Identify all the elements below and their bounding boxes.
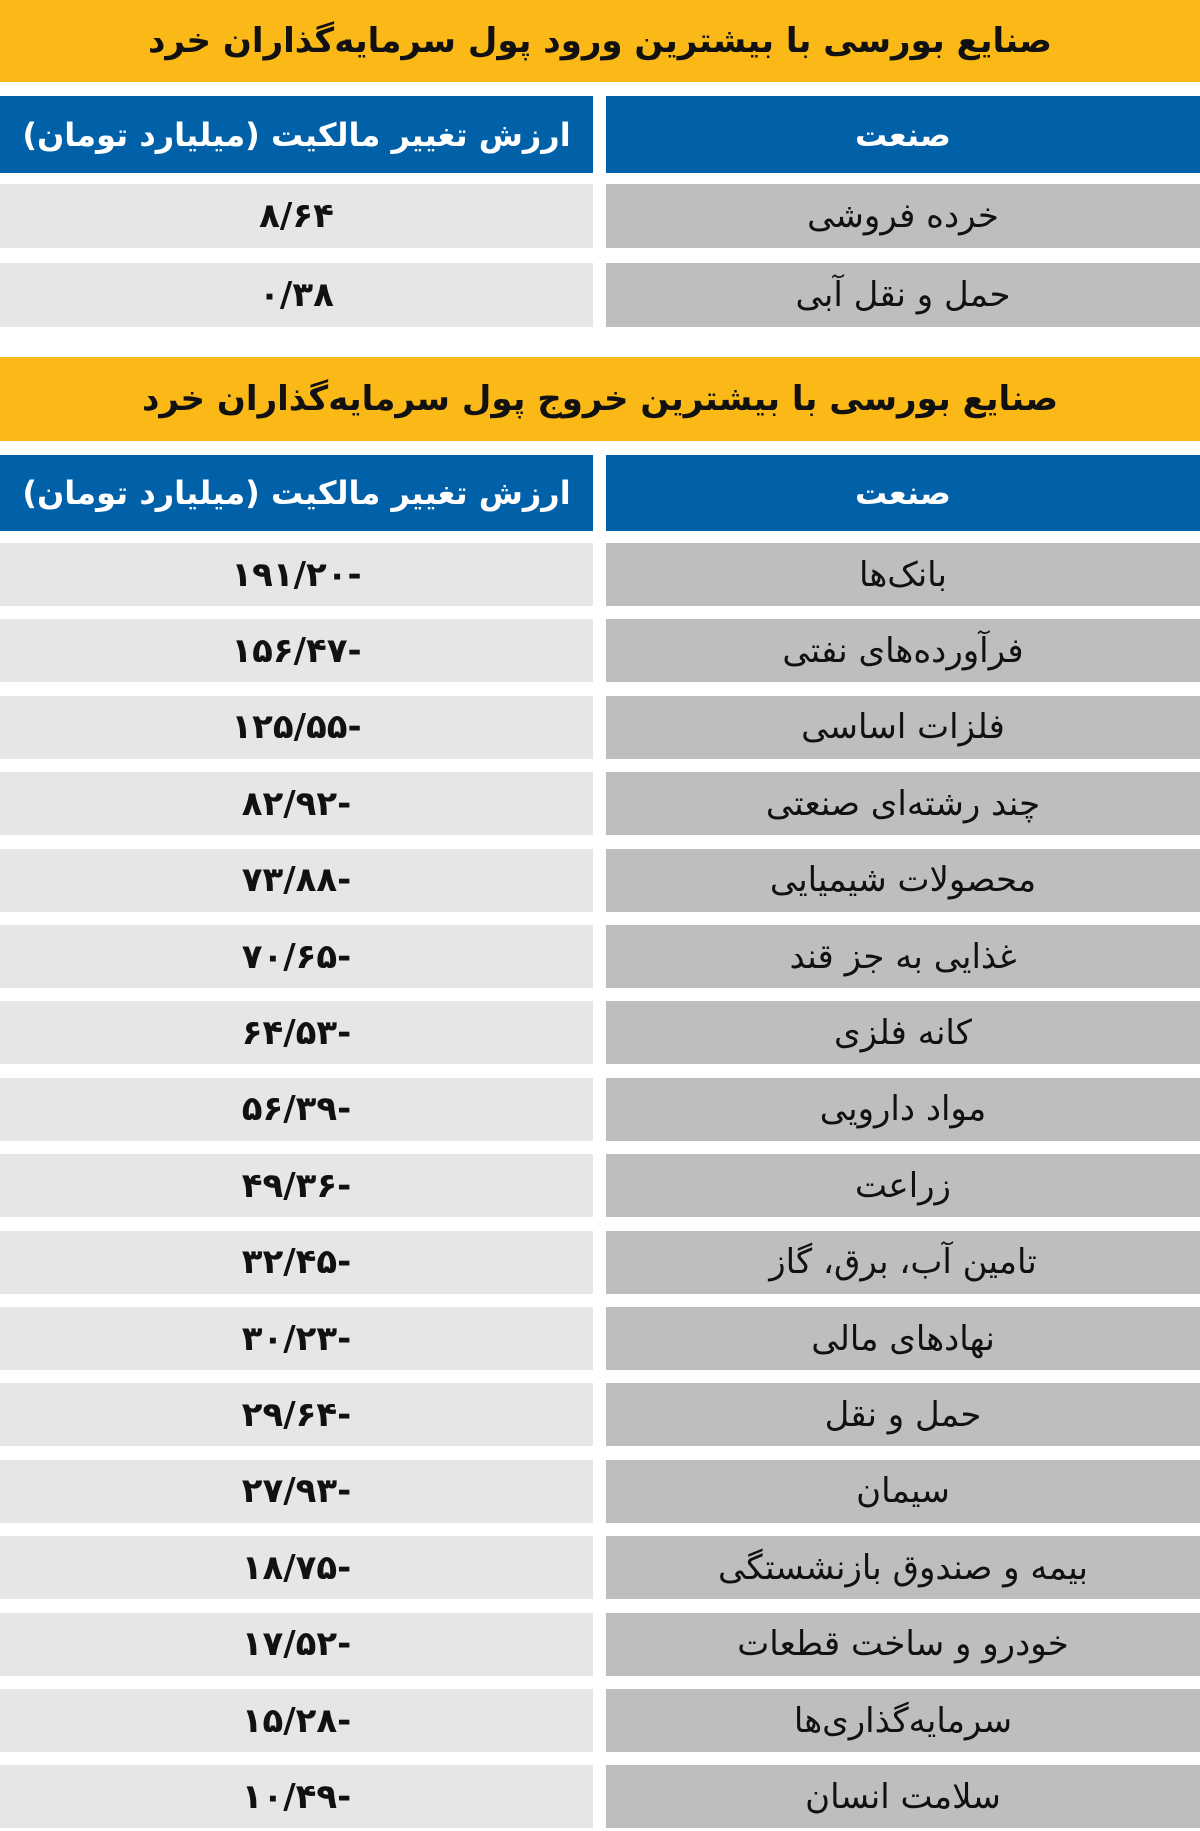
value-cell: -۳۰/۲۳ (0, 1307, 593, 1370)
industry-cell: فرآورده‌های نفتی (606, 619, 1200, 682)
industry-cell: زراعت (606, 1154, 1200, 1217)
table-row (0, 1383, 1200, 1446)
industry-cell: سلامت انسان (606, 1765, 1200, 1828)
value-cell: -۴۹/۳۶ (0, 1154, 593, 1217)
industry-cell: فلزات اساسی (606, 696, 1200, 759)
table-row (0, 543, 1200, 606)
inflow-title: صنایع بورسی با بیشترین ورود پول سرمایه‌گذاران خرد (0, 0, 1200, 82)
inflow-header-row (0, 96, 1200, 173)
industry-cell: غذایی به جز قند (606, 925, 1200, 988)
table-row (0, 1078, 1200, 1141)
table-row (0, 1613, 1200, 1676)
industry-cell: کانه فلزی (606, 1001, 1200, 1064)
table-row (0, 772, 1200, 835)
outflow-header-row (0, 455, 1200, 531)
table-row (0, 1001, 1200, 1064)
table-row (0, 696, 1200, 759)
table-row (0, 849, 1200, 912)
industry-cell: چند رشته‌ای صنعتی (606, 772, 1200, 835)
table-row (0, 1154, 1200, 1217)
table-row (0, 1231, 1200, 1294)
outflow-header-industry: صنعت (606, 455, 1200, 531)
value-cell: -۷۰/۶۵ (0, 925, 593, 988)
table-row (0, 1536, 1200, 1599)
value-cell: ۰/۳۸ (0, 263, 593, 327)
value-cell: -۱۵/۲۸ (0, 1689, 593, 1752)
inflow-header-value: ارزش تغییر مالکیت (میلیارد تومان) (0, 96, 593, 173)
table-row (0, 184, 1200, 248)
industry-cell: بیمه و صندوق بازنشستگی (606, 1536, 1200, 1599)
value-cell: ۸/۶۴ (0, 184, 593, 248)
value-cell: -۳۲/۴۵ (0, 1231, 593, 1294)
outflow-header-value: ارزش تغییر مالکیت (میلیارد تومان) (0, 455, 593, 531)
industry-cell: نهادهای مالی (606, 1307, 1200, 1370)
value-cell: -۷۳/۸۸ (0, 849, 593, 912)
value-cell: -۵۶/۳۹ (0, 1078, 593, 1141)
value-cell: -۶۴/۵۳ (0, 1001, 593, 1064)
table-row (0, 1765, 1200, 1828)
value-cell: -۱۹۱/۲۰ (0, 543, 593, 606)
outflow-title: صنایع بورسی با بیشترین خروج پول سرمایه‌گذاران خرد (0, 357, 1200, 441)
table-row (0, 925, 1200, 988)
industry-cell: خرده فروشی (606, 184, 1200, 248)
table-row (0, 263, 1200, 327)
value-cell: -۲۹/۶۴ (0, 1383, 593, 1446)
table-row (0, 1307, 1200, 1370)
inflow-header-industry: صنعت (606, 96, 1200, 173)
value-cell: -۲۷/۹۳ (0, 1460, 593, 1523)
table-row (0, 1689, 1200, 1752)
value-cell: -۸۲/۹۲ (0, 772, 593, 835)
industry-cell: محصولات شیمیایی (606, 849, 1200, 912)
value-cell: -۱۵۶/۴۷ (0, 619, 593, 682)
industry-cell: سرمایه‌گذاری‌ها (606, 1689, 1200, 1752)
industry-cell: مواد دارویی (606, 1078, 1200, 1141)
industry-cell: خودرو و ساخت قطعات (606, 1613, 1200, 1676)
industry-cell: تامین آب، برق، گاز (606, 1231, 1200, 1294)
industry-cell: بانک‌ها (606, 543, 1200, 606)
industry-cell: حمل و نقل (606, 1383, 1200, 1446)
industry-cell: حمل و نقل آبی (606, 263, 1200, 327)
value-cell: -۱۷/۵۲ (0, 1613, 593, 1676)
value-cell: -۱۲۵/۵۵ (0, 696, 593, 759)
industry-cell: سیمان (606, 1460, 1200, 1523)
value-cell: -۱۸/۷۵ (0, 1536, 593, 1599)
value-cell: -۱۰/۴۹ (0, 1765, 593, 1828)
table-row (0, 619, 1200, 682)
table-row (0, 1460, 1200, 1523)
